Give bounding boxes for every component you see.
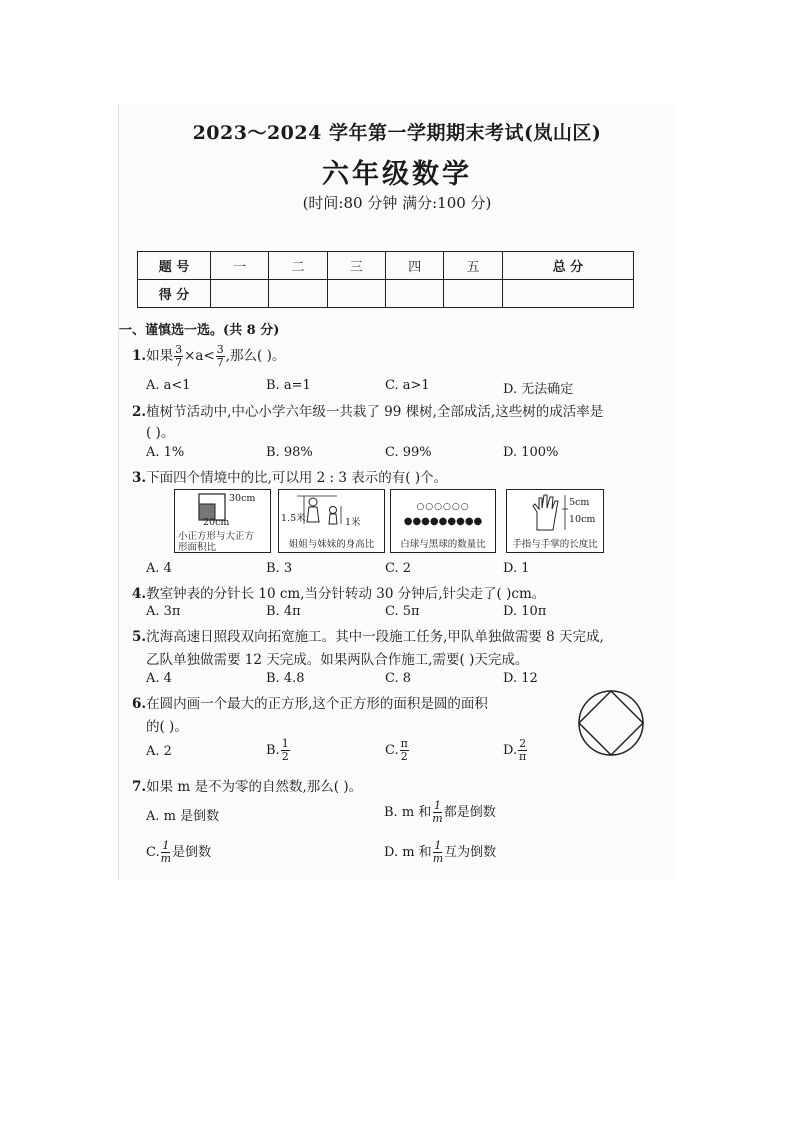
question-number: 2. <box>132 404 147 420</box>
option-a[interactable]: A. 3π <box>146 604 181 619</box>
option-suffix: 是倒数 <box>172 845 212 860</box>
option-prefix: C. <box>385 743 399 758</box>
option-b[interactable]: B. 3 <box>266 561 293 576</box>
question-number: 1. <box>132 348 147 364</box>
score-header-cell: 二 <box>269 252 327 280</box>
question-5 <box>132 625 604 645</box>
fraction-denominator: m <box>432 812 443 825</box>
option-prefix: B. m 和 <box>384 805 432 820</box>
fraction-denominator: π <box>518 750 527 763</box>
fraction <box>432 800 442 825</box>
option-a[interactable]: A. 2 <box>146 744 172 759</box>
fraction-numerator: 2 <box>519 737 527 750</box>
pic1-caption: 小正方形与大正方 <box>178 531 255 542</box>
fraction-numerator: 1 <box>434 799 441 812</box>
option-b[interactable]: B. a=1 <box>266 378 311 393</box>
exam-title: 2023～2024 学年第一学期期末考试(岚山区) <box>192 122 602 144</box>
pic1-side-label: 20cm <box>203 517 230 528</box>
question-text: 下面四个情境中的比,可以用 2 : 3 表示的有( )个。 <box>146 470 448 486</box>
question-text: 沈海高速日照段双向拓宽施工。其中一段施工任务,甲队单独做需要 8 天完成, <box>146 629 604 645</box>
question-6-line2: 的( )。 <box>146 719 188 735</box>
question-number: 6. <box>132 696 147 712</box>
option-c[interactable] <box>146 840 211 865</box>
question-4 <box>132 582 545 602</box>
fraction-numerator: 3 <box>175 343 183 356</box>
fraction-denominator: m <box>432 852 444 865</box>
pic1-caption-2: 形面积比 <box>178 542 217 553</box>
score-cell[interactable] <box>269 280 327 308</box>
question-text: 如果 m 是不为零的自然数,那么( )。 <box>146 779 363 795</box>
fraction-denominator: 2 <box>281 750 289 763</box>
question-text: 在圆内画一个最大的正方形,这个正方形的面积是圆的面积 <box>146 696 488 712</box>
picture-balls <box>390 489 496 553</box>
option-a[interactable]: A. m 是倒数 <box>146 809 220 824</box>
score-cell[interactable] <box>211 280 269 308</box>
fraction-numerator: 1 <box>162 839 170 852</box>
option-prefix: D. <box>503 743 518 758</box>
option-c[interactable]: C. 2 <box>385 561 412 576</box>
option-d[interactable]: D. 无法确定 <box>503 382 574 397</box>
pic2-right-label: 1米 <box>345 517 361 528</box>
score-table-score-row <box>138 280 634 308</box>
fraction <box>161 840 171 865</box>
option-b[interactable] <box>384 800 496 825</box>
option-c[interactable]: C. a>1 <box>385 378 430 393</box>
question-2-line2: ( )。 <box>146 425 175 441</box>
option-c[interactable]: C. 99% <box>385 445 432 460</box>
question-number: 7. <box>132 779 147 795</box>
fraction-numerator: 1 <box>281 737 289 750</box>
option-d[interactable] <box>503 738 528 763</box>
question-5-line2: 乙队单独做需要 12 天完成。如果两队合作施工,需要( )天完成。 <box>146 652 529 668</box>
option-b[interactable]: B. 98% <box>266 445 313 460</box>
option-prefix: B. <box>266 743 280 758</box>
fraction-numerator: 1 <box>434 839 442 852</box>
score-cell[interactable] <box>502 280 633 308</box>
option-prefix: C. <box>146 845 160 860</box>
option-b[interactable]: B. 4π <box>266 604 301 619</box>
fraction <box>433 840 443 865</box>
question-number: 5. <box>132 629 147 645</box>
question-text: 植树节活动中,中心小学六年级一共栽了 99 棵树,全部成活,这些树的成活率是 <box>146 404 604 420</box>
option-d[interactable]: D. 12 <box>503 671 538 686</box>
question-text: 教室钟表的分针长 10 cm,当分针转动 30 分钟后,针尖走了( )cm。 <box>146 586 546 602</box>
picture-squares <box>174 489 271 553</box>
option-b[interactable] <box>266 738 291 763</box>
pic4-caption: 手指与手掌的长度比 <box>512 539 598 550</box>
option-d[interactable]: D. 10π <box>503 604 547 619</box>
score-table <box>137 251 634 308</box>
score-row-label: 得 分 <box>138 280 211 308</box>
fraction-denominator: 2 <box>400 750 408 763</box>
subject-title: 六年级数学 <box>322 159 472 190</box>
option-d[interactable] <box>384 840 496 865</box>
fraction <box>216 344 225 369</box>
q1-prefix: 如果 <box>146 348 174 364</box>
score-header-cell: 三 <box>327 252 385 280</box>
option-a[interactable]: A. a<1 <box>146 378 191 393</box>
fraction-denominator: 7 <box>175 356 183 369</box>
score-header-cell: 总 分 <box>502 252 633 280</box>
option-suffix: 互为倒数 <box>444 845 497 860</box>
score-header-cell: 五 <box>444 252 502 280</box>
fraction-denominator: m <box>160 852 172 865</box>
option-prefix: D. m 和 <box>384 845 432 860</box>
question-3 <box>132 466 447 486</box>
option-c[interactable]: C. 8 <box>385 671 412 686</box>
option-c[interactable]: C. 5π <box>385 604 420 619</box>
score-table-header-row <box>138 252 634 280</box>
fraction <box>400 738 409 763</box>
question-number: 3. <box>132 470 147 486</box>
fraction-denominator: 7 <box>216 356 224 369</box>
section-one-title: 一、谨慎选一选。(共 8 分) <box>119 323 280 338</box>
fraction <box>518 738 527 763</box>
option-a[interactable]: A. 4 <box>146 561 172 576</box>
pic3-caption: 白球与黑球的数量比 <box>400 539 486 550</box>
option-suffix: 都是倒数 <box>443 805 496 820</box>
score-cell[interactable] <box>327 280 385 308</box>
pic4-bottom-label: 10cm <box>569 514 596 525</box>
fraction <box>174 344 183 369</box>
picture-hand <box>506 489 604 553</box>
score-header-cell: 题 号 <box>138 252 211 280</box>
fraction <box>281 738 290 763</box>
pic2-caption: 姐姐与妹妹的身高比 <box>288 539 375 550</box>
score-header-cell: 四 <box>386 252 444 280</box>
q1-middle: ×a< <box>184 348 215 364</box>
question-6 <box>132 692 488 712</box>
question-2 <box>132 400 603 420</box>
pic3-black-balls: ●●●●●●●●● <box>403 516 483 527</box>
q1-suffix: ,那么( )。 <box>225 348 286 364</box>
question-7 <box>132 775 362 795</box>
fraction-numerator: π <box>400 737 408 750</box>
picture-sisters <box>278 489 385 553</box>
option-a[interactable]: A. 4 <box>146 671 172 686</box>
pic2-left-label: 1.5米 <box>281 513 306 524</box>
pic3-white-balls: ○○○○○○ <box>416 502 470 512</box>
option-b[interactable]: B. 4.8 <box>266 671 305 686</box>
option-d[interactable]: D. 1 <box>503 561 530 576</box>
score-cell[interactable] <box>444 280 502 308</box>
score-cell[interactable] <box>386 280 444 308</box>
option-d[interactable]: D. 100% <box>503 445 559 460</box>
exam-info: (时间:80 分钟 满分:100 分) <box>302 194 492 212</box>
circle-square-icon <box>576 688 646 758</box>
pic1-top-label: 30cm <box>229 493 256 504</box>
question-number: 4. <box>132 586 147 602</box>
pic4-top-label: 5cm <box>569 497 590 508</box>
option-c[interactable] <box>385 738 410 763</box>
fraction-numerator: 3 <box>216 343 224 356</box>
question-1 <box>132 344 285 369</box>
score-header-cell: 一 <box>211 252 269 280</box>
option-a[interactable]: A. 1% <box>146 445 185 460</box>
